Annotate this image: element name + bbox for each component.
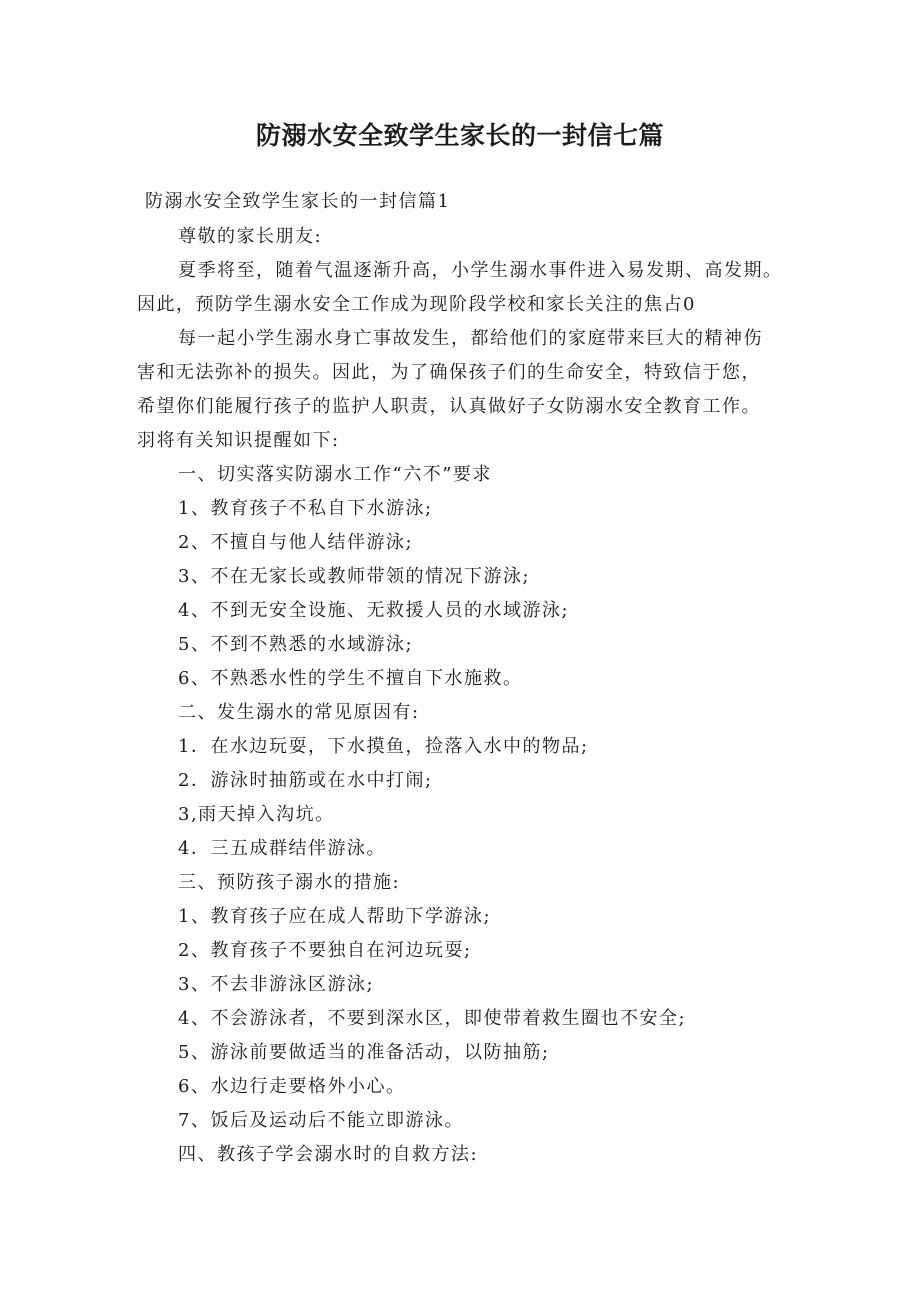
list-item: 1．在水边玩耍，下水摸鱼，捡落入水中的物品; (178, 736, 589, 757)
list-item: 3、不在无家长或教师带领的情况下游泳; (178, 566, 531, 587)
list-item: 4、不会游泳者，不要到深水区，即使带着救生圈也不安全; (178, 1008, 687, 1029)
list-item: 1、教育孩子不私自下水游泳; (178, 498, 433, 519)
list-item: 7、饭后及运动后不能立即游泳。 (178, 1110, 464, 1131)
list-item: 2．游泳时抽筋或在水中打闹; (178, 770, 433, 791)
list-item: 6、水边行走要格外小心。 (178, 1076, 406, 1097)
greeting: 尊敬的家长朋友: (178, 226, 323, 247)
section-heading: 二、发生溺水的常见原因有: (178, 702, 420, 723)
list-item: 1、教育孩子应在成人帮助下学游泳; (178, 906, 492, 927)
paragraph-line: 夏季将至，随着气温逐渐升高，小学生溺水事件进入易发期、高发期。 (178, 260, 783, 281)
list-item: 5、游泳前要做适当的准备活动，以防抽筋; (178, 1042, 550, 1063)
paragraph-line: 每一起小学生溺水身亡事故发生，都给他们的家庭带来巨大的精神伤 (178, 328, 763, 349)
document-title: 防溺水安全致学生家长的一封信七篇 (255, 121, 664, 150)
list-item: 5、不到不熟悉的水域游泳; (178, 634, 414, 655)
list-item: 6、不熟悉水性的学生不擅自下水施救。 (178, 668, 523, 689)
section-heading: 四、教孩子学会溺水时的自救方法: (178, 1144, 479, 1165)
section-heading: 三、预防孩子溺水的措施: (178, 872, 401, 893)
section-heading: 一、切实落实防溺水工作“六不”要求 (178, 464, 492, 485)
paragraph-line: 因此，预防学生溺水安全工作成为现阶段学校和家长关注的焦占0 (137, 294, 696, 315)
list-item: 3、不去非游泳区游泳; (178, 974, 375, 995)
paragraph-line: 希望你们能履行孩子的监护人职责，认真做好子女防溺水安全教育工作。 (137, 396, 761, 417)
letter-subtitle: 防溺水安全致学生家长的一封信篇1 (145, 191, 451, 212)
list-item: 2、教育孩子不要独自在河边玩耍; (178, 940, 472, 961)
paragraph-line: 害和无法弥补的损失。因此，为了确保孩子们的生命安全，特致信于您， (137, 362, 761, 383)
list-item: 2、不擅自与他人结伴游泳; (178, 532, 414, 553)
paragraph-line: 羽将有关知识提醒如下: (137, 430, 340, 451)
list-item: 4．三五成群结伴游泳。 (178, 838, 386, 859)
list-item: 4、不到无安全设施、无救援人员的水域游泳; (178, 600, 570, 621)
list-item: 3,雨天掉入沟坑。 (178, 804, 335, 825)
